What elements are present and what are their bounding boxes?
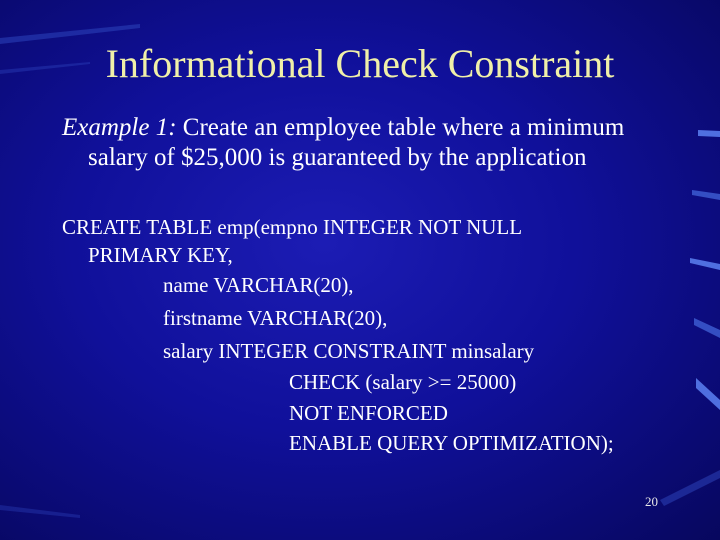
streak-right-3 xyxy=(690,258,720,270)
page-number: 20 xyxy=(645,494,658,509)
code-line-3: name VARCHAR(20), xyxy=(163,273,354,297)
code-line-1: CREATE TABLE emp(empno INTEGER NOT NULL xyxy=(62,215,523,239)
code-line-7: NOT ENFORCED xyxy=(289,401,448,425)
example-line-1 xyxy=(62,113,624,143)
slide-title: Informational Check Constraint xyxy=(105,41,615,86)
streak-bottom-left xyxy=(0,505,80,518)
example-line-2: salary of $25,000 is guaranteed by the application xyxy=(88,144,587,171)
example-text-1: Create an employee table where a minimum xyxy=(182,114,625,141)
example-label: Example 1: xyxy=(62,114,177,141)
code-line-8: ENABLE QUERY OPTIMIZATION); xyxy=(289,431,614,455)
code-line-6: CHECK (salary >= 25000) xyxy=(289,370,517,394)
streak-right-4 xyxy=(694,318,720,338)
code-line-4: firstname VARCHAR(20), xyxy=(163,306,388,330)
streak-right-2 xyxy=(692,190,720,200)
streak-right-1 xyxy=(698,130,720,137)
streak-bottom-right xyxy=(660,470,720,506)
code-line-2: PRIMARY KEY, xyxy=(88,243,233,267)
streak-right-5 xyxy=(696,378,720,410)
code-line-5: salary INTEGER CONSTRAINT minsalary xyxy=(163,339,535,363)
